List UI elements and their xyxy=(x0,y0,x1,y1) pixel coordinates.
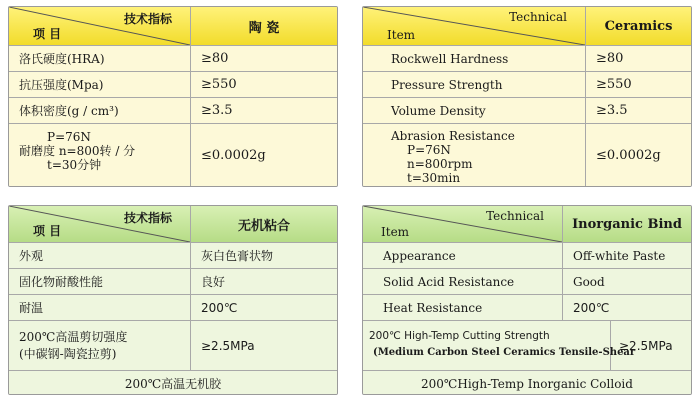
table-row xyxy=(9,242,337,268)
row-value: 200℃ xyxy=(201,300,238,315)
shear-sublabel: (Medium Carbon Steel Ceramics Tensile-Shear xyxy=(373,347,636,358)
ceramics-spec-table-cn xyxy=(8,6,338,187)
table-row xyxy=(9,294,337,320)
row-label: Rockwell Hardness xyxy=(363,46,586,71)
row-value: 良好 xyxy=(201,274,226,289)
shear-label: 200℃ High-Temp Cutting Strength xyxy=(369,330,550,342)
row-label: Heat Resistance xyxy=(363,295,563,320)
abrasion-speed: 耐磨度 n=800转 / 分 xyxy=(19,144,136,158)
header-value-label: Ceramics xyxy=(604,18,673,34)
row-value: 灰白色膏状物 xyxy=(201,248,274,263)
inorganic-bind-spec-table-en xyxy=(362,205,692,395)
table-row xyxy=(363,71,691,97)
table-row-shear xyxy=(363,320,691,370)
table-row-abrasion xyxy=(363,123,691,187)
table-header xyxy=(9,206,337,242)
header-item-label: Item xyxy=(387,28,416,42)
table-footer: 200℃高温无机胶 xyxy=(9,370,337,395)
header-technical-label: 技术指标 xyxy=(123,12,172,26)
row-value: ≤0.0002g xyxy=(201,148,266,163)
table-header xyxy=(363,206,691,242)
table-row-abrasion xyxy=(9,123,337,187)
row-value: ≤0.0002g xyxy=(596,148,661,163)
header-value-label: 无机粘合 xyxy=(237,218,290,234)
table-header xyxy=(363,7,691,45)
table-row xyxy=(9,45,337,71)
row-value: ≥3.5 xyxy=(201,102,233,118)
row-label: Appearance xyxy=(363,243,563,268)
row-label: 外观 xyxy=(9,243,191,268)
header-technical-label: 技术指标 xyxy=(123,211,172,225)
row-label: Volume Density xyxy=(363,98,586,123)
row-label: 体积密度(g / cm³) xyxy=(9,98,191,123)
abrasion-speed: n=800rpm xyxy=(407,157,473,171)
table-row xyxy=(9,71,337,97)
table-row-shear xyxy=(9,320,337,370)
row-label: 抗压强度(Mpa) xyxy=(9,72,191,97)
header-item-label: 项 目 xyxy=(33,27,62,41)
row-value: ≥80 xyxy=(201,50,229,66)
row-label: 耐温 xyxy=(9,295,191,320)
inorganic-bind-spec-table-cn xyxy=(8,205,338,395)
abrasion-label: Abrasion Resistance xyxy=(391,129,515,143)
header-item-label: Item xyxy=(381,225,410,239)
table-footer: 200℃High-Temp Inorganic Colloid xyxy=(363,370,691,395)
table-row xyxy=(9,268,337,294)
ceramics-spec-table-en xyxy=(362,6,692,187)
row-value: ≥3.5 xyxy=(596,102,628,118)
row-value: Off-white Paste xyxy=(573,248,666,263)
table-row xyxy=(363,45,691,71)
row-value: Good xyxy=(573,274,605,289)
header-value-label: 陶 瓷 xyxy=(248,20,280,36)
table-row xyxy=(9,97,337,123)
row-label: Pressure Strength xyxy=(363,72,586,97)
row-value: 200℃ xyxy=(573,300,610,315)
shear-label: 200℃高温剪切强度 xyxy=(19,330,128,344)
table-header xyxy=(9,7,337,45)
header-value-label: Inorganic Bind xyxy=(572,216,682,232)
header-technical-label: Technical xyxy=(486,209,544,223)
row-value: ≥550 xyxy=(201,76,237,92)
row-label: 固化物耐酸性能 xyxy=(9,269,191,294)
row-value: ≥550 xyxy=(596,76,632,92)
row-label: 洛氏硬度(HRA) xyxy=(9,46,191,71)
header-technical-label: Technical xyxy=(509,10,567,24)
abrasion-time: t=30min xyxy=(407,171,461,185)
row-value: ≥2.5MPa xyxy=(201,338,255,353)
table-row xyxy=(363,294,691,320)
row-value: ≥80 xyxy=(596,50,624,66)
table-row xyxy=(363,242,691,268)
table-row xyxy=(363,268,691,294)
row-value: ≥2.5MPa xyxy=(619,338,673,353)
shear-sublabel: (中碳钢-陶瓷拉剪) xyxy=(19,347,117,361)
abrasion-load: P=76N xyxy=(47,130,91,144)
row-label: Solid Acid Resistance xyxy=(363,269,563,294)
abrasion-load: P=76N xyxy=(407,143,451,157)
abrasion-time: t=30分钟 xyxy=(47,158,102,172)
header-item-label: 项 目 xyxy=(33,224,62,238)
table-row xyxy=(363,97,691,123)
